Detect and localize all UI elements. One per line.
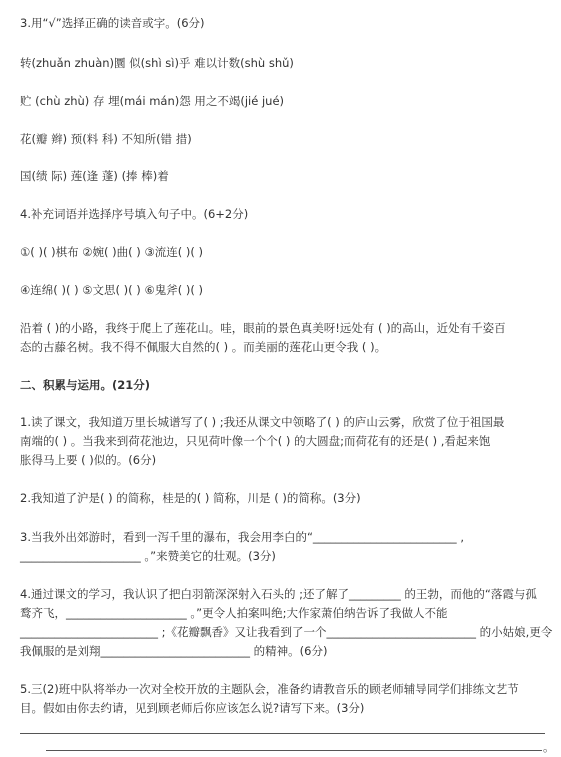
q4-row-2: ④连绵( )( ) ⑤文思( )( ) ⑥鬼斧( )( ) [20,283,204,297]
s2-q4-line-3: ________________________ ;《花瓣飘香》又让我看到了一个__________________________ 的小姑娘,更令 [20,625,553,639]
q3-row-1: 转(zhuǎn zhuàn)圜 似(shì sì)乎 难以计数(shù shǔ) [20,56,294,70]
answer-line-2 [46,750,542,751]
q4-title: 4.补充词语并选择序号填入句子中。(6+2分) [20,207,249,221]
q4-row-1: ①( )( )棋布 ②婉( )曲( ) ③流连( )( ) [20,245,204,259]
s2-q5-line-2: 目。假如由你去约请，见到顾老师后你应该怎么说?请写下来。(3分) [20,701,365,715]
q3-title: 3.用“√”选择正确的读音或字。(6分) [20,16,205,30]
q4-paragraph-line-1: 沿着 ( )的小路，我终于爬上了莲花山。哇，眼前的景色真美呀!远处有 ( )的高山，近处有千姿百 [20,321,506,335]
s2-q4-line-1: 4.通过课文的学习，我认识了把白羽箭深深射入石头的 ;还了解了_________ 的王勃，而他的“落霞与孤 [20,587,537,601]
q3-row-3: 花(瓣 辫) 预(料 科) 不知所(错 措) [20,132,192,146]
answer-line-1 [20,733,545,734]
s2-q1-line-1: 1.读了课文，我知道万里长城谱写了( ) ;我还从课文中领略了( ) 的庐山云雾，欣赏了位于祖国最 [20,415,505,429]
s2-q2: 2.我知道了沪是( ) 的简称，桂是的( ) 简称，川是 ( )的简称。(3分) [20,491,361,505]
answer-end-mark: 。 [543,740,555,754]
s2-q3-line-2: _____________________ 。”来赞美它的壮观。(3分) [20,549,276,563]
section-2-heading: 二、积累与运用。(21分) [20,378,151,392]
s2-q4-line-2: 鹜齐飞，_____________________ 。”更令人拍案叫绝;大作家萧伯纳告诉了我做人不能 [20,606,448,620]
s2-q1-line-3: 胀得马上要 ( )似的。(6分) [20,453,157,467]
q4-paragraph-line-2: 态的古藤名树。我不得不佩服大自然的( ) 。而美丽的莲花山更令我 ( )。 [20,340,387,354]
s2-q5-line-1: 5.三(2)班中队将举办一次对全校开放的主题队会，准备约请教音乐的顾老师辅导同学们排练文艺节 [20,682,519,696]
q3-row-4: 国(绩 际) 莲(逢 蓬) (捧 棒)着 [20,169,169,183]
q3-row-2: 贮 (chù zhù) 存 埋(mái mán)怨 用之不竭(jié jué) [20,94,285,108]
s2-q1-line-2: 南端的( ) 。当我来到荷花池边，只见荷叶像一个个( ) 的大圆盘;而荷花有的还是( ) ,看起来饱 [20,434,491,448]
s2-q3-line-1: 3.当我外出郊游时，看到一泻千里的瀑布，我会用李白的“_________________________ , [20,530,464,544]
s2-q4-line-4: 我佩服的是刘翔__________________________ 的精神。(6分) [20,644,328,658]
